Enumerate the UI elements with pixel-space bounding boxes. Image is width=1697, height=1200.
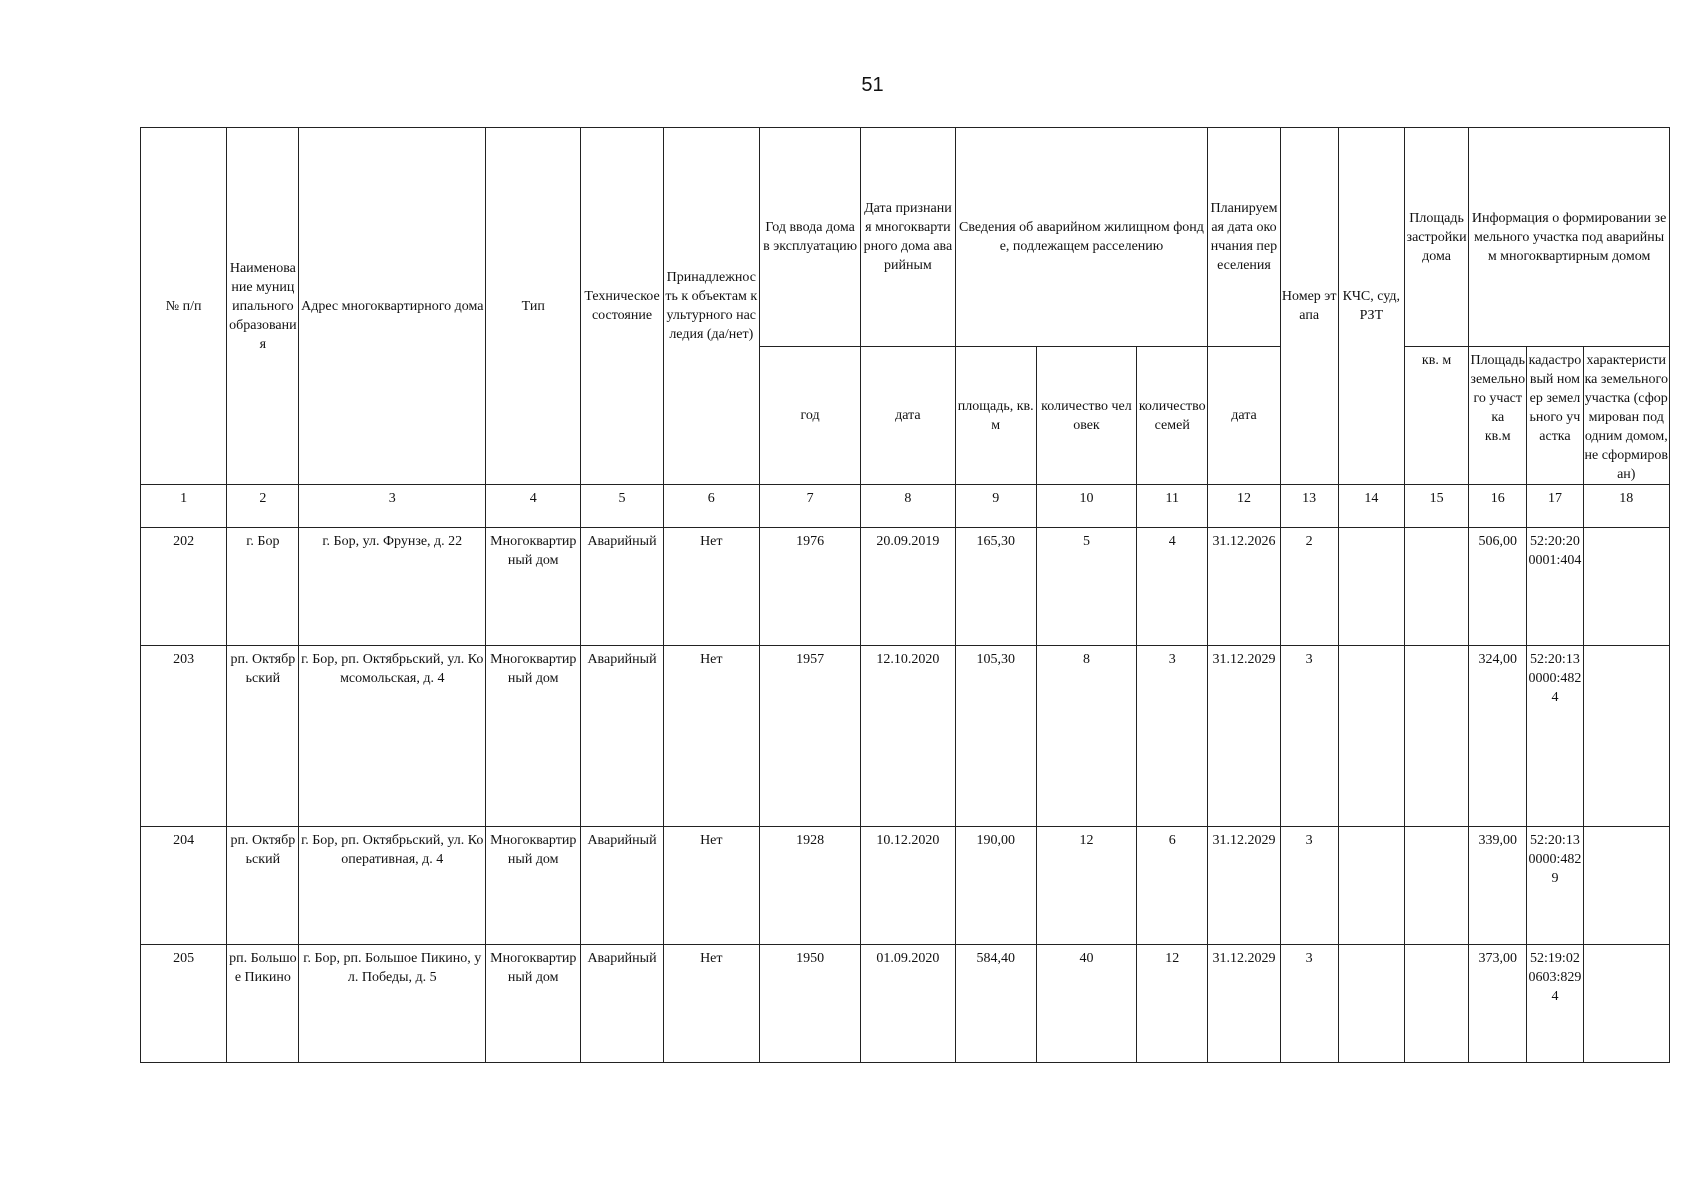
cell-land-char [1583,646,1669,827]
header-housing-info: Сведения об аварийном жилищном фонде, подлежащем расселению [955,128,1208,347]
cell-land-area: 373,00 [1469,945,1527,1063]
cell-area: 190,00 [955,827,1036,945]
cell-land-char [1583,528,1669,646]
column-number: 7 [759,485,860,528]
column-number: 10 [1036,485,1136,528]
header-type: Тип [486,128,581,485]
cell-heritage: Нет [663,827,759,945]
cell-land-area: 339,00 [1469,827,1527,945]
header-num: № п/п [141,128,227,485]
cell-area: 105,30 [955,646,1036,827]
column-number: 16 [1469,485,1527,528]
header-built-area: Площадь застройки дома [1404,128,1468,347]
cell-type: Многоквартирный дом [486,646,581,827]
column-number: 15 [1404,485,1468,528]
column-number: 5 [581,485,663,528]
sub-land-area [1469,347,1527,485]
cell-municipality: рп. Большое Пикино [227,945,299,1063]
header-kchs: КЧС, суд, РЗТ [1338,128,1404,485]
cell-land-char [1583,827,1669,945]
cell-land-area: 324,00 [1469,646,1527,827]
cell-kchs [1338,646,1404,827]
column-number: 8 [861,485,955,528]
sub-cadastral: кадастровый номер земельного участка [1527,347,1583,485]
column-number: 17 [1527,485,1583,528]
sub-land-area-title: Площадь земельного участка [1470,353,1526,425]
cell-families: 12 [1137,945,1208,1063]
table-row [141,646,1670,827]
column-number: 11 [1137,485,1208,528]
sub-area: площадь, кв.м [955,347,1036,485]
cell-condition: Аварийный [581,827,663,945]
cell-year: 1928 [759,827,860,945]
cell-families: 4 [1137,528,1208,646]
cell-type: Многоквартирный дом [486,945,581,1063]
sub-land-char: характеристика земельного участка (сформирован под одним домом, не сформирован) [1583,347,1669,485]
cell-heritage: Нет [663,528,759,646]
cell-planned-date: 31.12.2026 [1208,528,1280,646]
cell-cadastral: 52:20:130000:4829 [1527,827,1583,945]
cell-num: 203 [141,646,227,827]
cell-year: 1976 [759,528,860,646]
cell-stage: 2 [1280,528,1338,646]
cell-num: 202 [141,528,227,646]
column-number: 12 [1208,485,1280,528]
cell-land-char [1583,945,1669,1063]
header-land-info: Информация о формировании земельного участка под аварийным многоквартирным домом [1469,128,1670,347]
header-stage: Номер этапа [1280,128,1338,485]
cell-kchs [1338,945,1404,1063]
cell-municipality: рп. Октябрьский [227,827,299,945]
sub-people: количество человек [1036,347,1136,485]
cell-address: г. Бор, ул. Фрунзе, д. 22 [299,528,486,646]
cell-municipality: г. Бор [227,528,299,646]
cell-num: 204 [141,827,227,945]
cell-cadastral: 52:19:020603:8294 [1527,945,1583,1063]
header-heritage: Принадлежность к объектам культурного наследия (да/нет) [663,128,759,485]
column-number: 14 [1338,485,1404,528]
cell-kchs [1338,528,1404,646]
column-number: 4 [486,485,581,528]
cell-condition: Аварийный [581,646,663,827]
sub-date: дата [861,347,955,485]
cell-built-area [1404,945,1468,1063]
column-number: 18 [1583,485,1669,528]
sub-land-area-unit: кв.м [1484,429,1511,444]
cell-built-area [1404,827,1468,945]
cell-type: Многоквартирный дом [486,827,581,945]
cell-people: 40 [1036,945,1136,1063]
cell-people: 8 [1036,646,1136,827]
cell-date: 01.09.2020 [861,945,955,1063]
table-row [141,528,1670,646]
header-recognition-date: Дата признания многоквартирного дома аварийным [861,128,955,347]
header-condition: Техническое состояние [581,128,663,485]
column-numbers-row [141,485,1670,528]
cell-date: 10.12.2020 [861,827,955,945]
column-number: 6 [663,485,759,528]
cell-planned-date: 31.12.2029 [1208,945,1280,1063]
cell-area: 584,40 [955,945,1036,1063]
column-number: 3 [299,485,486,528]
cell-planned-date: 31.12.2029 [1208,827,1280,945]
sub-year: год [759,347,860,485]
column-number: 13 [1280,485,1338,528]
header-row-top [141,128,1670,347]
sub-built-area-unit: кв. м [1404,347,1468,485]
page-number: 51 [861,74,884,96]
cell-condition: Аварийный [581,528,663,646]
cell-cadastral: 52:20:200001:404 [1527,528,1583,646]
cell-address: г. Бор, рп. Октябрьский, ул. Кооперативная, д. 4 [299,827,486,945]
cell-heritage: Нет [663,646,759,827]
cell-condition: Аварийный [581,945,663,1063]
column-number: 9 [955,485,1036,528]
cell-people: 12 [1036,827,1136,945]
header-municipality: Наименование муниципального образования [227,128,299,485]
cell-families: 6 [1137,827,1208,945]
cell-date: 20.09.2019 [861,528,955,646]
cell-date: 12.10.2020 [861,646,955,827]
sub-planned-date: дата [1208,347,1280,485]
column-number: 1 [141,485,227,528]
emergency-housing-table [140,127,1670,1063]
table-row [141,945,1670,1063]
cell-area: 165,30 [955,528,1036,646]
header-address: Адрес многоквартирного дома [299,128,486,485]
table-row [141,827,1670,945]
cell-stage: 3 [1280,646,1338,827]
header-year: Год ввода дома в эксплуатацию [759,128,860,347]
cell-planned-date: 31.12.2029 [1208,646,1280,827]
cell-people: 5 [1036,528,1136,646]
column-number: 2 [227,485,299,528]
cell-families: 3 [1137,646,1208,827]
cell-land-area: 506,00 [1469,528,1527,646]
cell-address: г. Бор, рп. Большое Пикино, ул. Победы, д. 5 [299,945,486,1063]
cell-built-area [1404,646,1468,827]
cell-year: 1950 [759,945,860,1063]
sub-families: количество семей [1137,347,1208,485]
cell-stage: 3 [1280,827,1338,945]
cell-kchs [1338,827,1404,945]
cell-type: Многоквартирный дом [486,528,581,646]
cell-address: г. Бор, рп. Октябрьский, ул. Комсомольская, д. 4 [299,646,486,827]
cell-num: 205 [141,945,227,1063]
cell-year: 1957 [759,646,860,827]
cell-heritage: Нет [663,945,759,1063]
header-planned-date: Планируемая дата окончания переселения [1208,128,1280,347]
cell-cadastral: 52:20:130000:4824 [1527,646,1583,827]
cell-stage: 3 [1280,945,1338,1063]
cell-municipality: рп. Октябрьский [227,646,299,827]
cell-built-area [1404,528,1468,646]
